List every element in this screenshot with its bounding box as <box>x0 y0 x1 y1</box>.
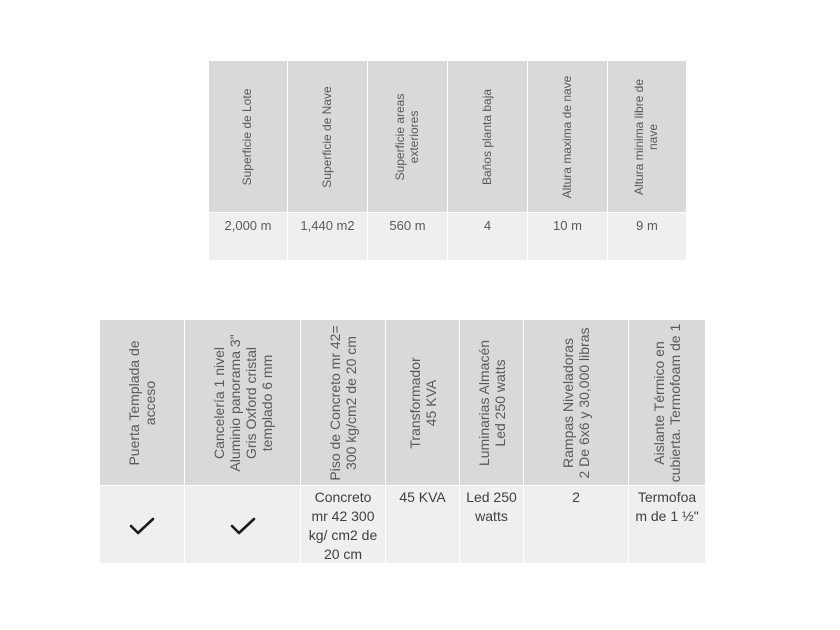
header-line: Superficie areas <box>392 93 407 180</box>
value-superficie-lote: 2,000 m <box>209 213 287 260</box>
header-line: Gris Oxford cristal <box>242 346 259 459</box>
value-line: Concreto <box>314 489 372 505</box>
value-rampas <box>524 486 628 563</box>
value-line: kg/ cm2 de <box>308 527 378 543</box>
header-line: Superficie de Lote <box>240 88 255 185</box>
header-line: 2 De 6x6 y 30,000 libras <box>576 327 592 478</box>
value-line: 2 <box>572 489 580 505</box>
header-line: templado 6 mm <box>258 354 275 451</box>
header-puerta <box>100 320 184 485</box>
header-line: Led 250 watts <box>491 358 508 447</box>
header-line: Luminarias Almacén <box>475 339 492 466</box>
value-line: m de 1 ½" <box>635 508 699 524</box>
header-line: acceso <box>142 380 158 425</box>
checkmark-icon <box>230 516 256 536</box>
header-line: Altura maxima de nave <box>559 75 574 198</box>
features-table <box>100 320 705 563</box>
value-piso <box>301 486 385 563</box>
header-transformador <box>386 320 459 485</box>
header-canceleria <box>185 320 300 485</box>
value-superficie-nave: 1,440 m2 <box>288 213 367 260</box>
header-line: Aluminio panorama 3" <box>226 333 243 472</box>
header-line: Puerta Templada de <box>125 339 142 466</box>
header-line: Cancelería 1 nivel <box>210 346 227 459</box>
header-superficie-lote <box>209 61 287 212</box>
header-line: Superficie de Nave <box>319 85 334 188</box>
value-line: Termofoa <box>637 489 697 505</box>
property-summary-table <box>209 61 686 260</box>
header-line: Rampas Niveladoras <box>559 337 576 468</box>
header-superficie-exteriores <box>368 61 447 212</box>
header-banos <box>448 61 527 212</box>
value-line: mr 42 300 <box>311 508 375 524</box>
value-altura-minima: 9 m <box>608 213 686 260</box>
header-line: 300 kg/cm2 de 20 cm <box>343 335 359 470</box>
header-line: Transformador <box>406 356 423 449</box>
header-piso <box>301 320 385 485</box>
header-line: nave <box>646 123 660 150</box>
header-aislante <box>629 320 705 485</box>
header-line: exteriores <box>406 110 421 163</box>
value-canceleria <box>185 486 300 563</box>
header-luminarias <box>460 320 523 485</box>
value-luminarias <box>460 486 523 563</box>
value-line: watts <box>475 508 508 524</box>
header-altura-maxima <box>528 61 607 212</box>
header-line: cubierta. Termofoam de 1 <box>667 323 683 482</box>
header-line: Aislante Térmico en <box>650 340 667 465</box>
header-rampas <box>524 320 628 485</box>
header-line: Piso de Concreto mr 42= <box>326 324 343 481</box>
value-line: 20 cm <box>323 546 363 562</box>
header-line: Altura minima libre de <box>632 78 647 195</box>
value-banos: 4 <box>448 213 527 260</box>
value-puerta <box>100 486 184 563</box>
value-superficie-exteriores: 560 m <box>368 213 447 260</box>
value-line: Led 250 <box>466 489 517 505</box>
header-superficie-nave <box>288 61 367 212</box>
checkmark-icon <box>129 516 155 536</box>
header-line: 45 KVA <box>422 379 439 426</box>
value-transformador <box>386 486 459 563</box>
header-line: Baños planta baja <box>479 88 494 185</box>
value-altura-maxima: 10 m <box>528 213 607 260</box>
header-altura-minima <box>608 61 686 212</box>
value-line: 45 KVA <box>399 489 446 505</box>
value-aislante <box>629 486 705 563</box>
